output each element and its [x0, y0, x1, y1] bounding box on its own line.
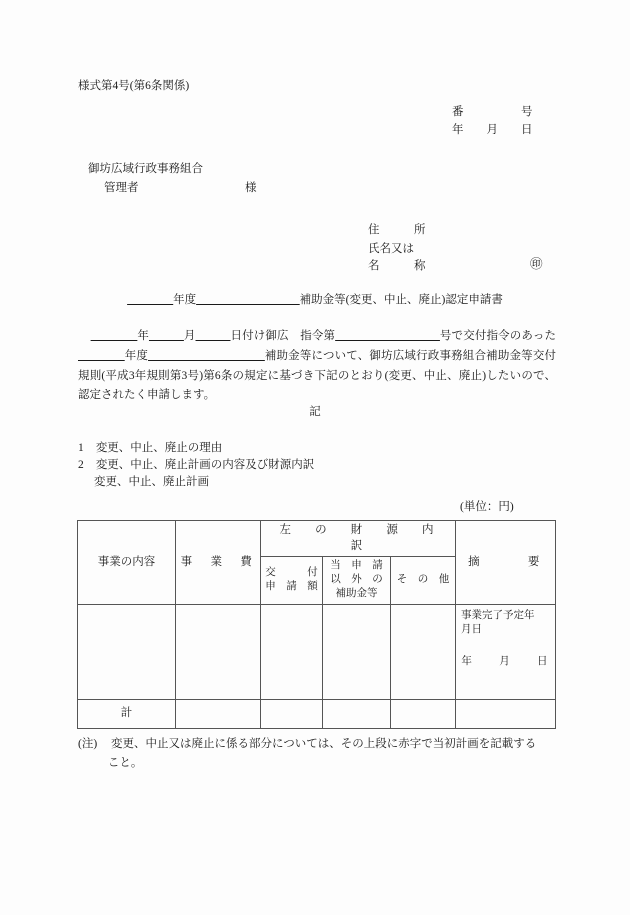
body-text-2: 月: [183, 330, 196, 342]
header-other-subsidy-line2: 以 外 の: [330, 574, 383, 586]
body-blank-day: ＿＿＿: [195, 330, 231, 342]
remarks-date-label: 年 月 日: [461, 655, 550, 667]
item-label: 変更、中止、廃止の理由: [95, 442, 223, 454]
body-text-1: 年: [137, 330, 149, 342]
body-paragraph: [78, 327, 556, 406]
title-blank-subsidy: ＿＿＿＿＿＿＿＿＿: [196, 294, 300, 306]
footnote-label: (注): [78, 738, 98, 750]
organization-role: 管理者: [104, 182, 139, 194]
header-other-subsidy-line1: 当 申 請: [330, 560, 383, 572]
cell-other-subsidy[interactable]: [323, 604, 391, 699]
item-number: 2: [78, 459, 84, 471]
header-cell-other-subsidy: [323, 557, 391, 605]
honorific: 様: [245, 182, 257, 194]
header-cell-content: 事業の内容: [78, 521, 176, 605]
body-text-3: 日付け御広 指令第: [230, 330, 336, 342]
body-blank-year: ＿＿＿＿: [90, 330, 138, 342]
header-cell-cost: 事 業 費: [176, 521, 261, 605]
cell-remarks[interactable]: [456, 604, 556, 699]
cell-grant[interactable]: [261, 604, 323, 699]
header-cell-remarks: 摘 要: [456, 521, 556, 605]
applicant-name-label-line2: 名 称: [368, 260, 426, 272]
applicant-name-label-line1: 氏名又は: [368, 243, 414, 255]
header-grant-line1: 交 付: [265, 567, 318, 579]
form-code: 様式第4号(第6条関係): [78, 80, 190, 92]
body-text-6: 補助金等について、御坊広域行政事務組合補助金等交付規則(平成3年規則第3号)第6条の規定に基づき下記のとおり(変更、中止、廃止)したいので、認定されたく申請します。: [78, 349, 557, 402]
body-blank-month: ＿＿＿: [148, 330, 184, 342]
applicant-address-label: 住 所: [368, 224, 426, 236]
plan-table: [77, 520, 556, 729]
item-label: 変更、中止、廃止計画の内容及び財源内訳: [95, 459, 315, 471]
item-sub-label: 変更、中止、廃止計画: [94, 476, 209, 488]
header-grant-line2: 申 請 額: [265, 581, 318, 593]
total-label: 計: [78, 699, 176, 728]
body-text-4: 号で交付指令のあった: [439, 330, 557, 342]
total-cost[interactable]: [176, 699, 261, 728]
total-other[interactable]: [391, 699, 456, 728]
cell-other[interactable]: [391, 604, 456, 699]
page-title: [0, 292, 630, 310]
list-item: [78, 440, 222, 458]
total-remarks[interactable]: [456, 699, 556, 728]
header-other-subsidy-line3: 補助金等: [335, 588, 378, 600]
document-number-label: 番 号: [452, 106, 533, 118]
unit-note: (単位：円): [460, 501, 514, 513]
remarks-label-line1: 事業完了予定年: [461, 609, 535, 621]
cell-content[interactable]: [78, 604, 176, 699]
footnote: [78, 735, 556, 772]
list-item: [78, 457, 314, 475]
footnote-line1: 変更、中止又は廃止に係る部分については、その上段に赤字で当初計画を記載する: [110, 738, 537, 750]
table-row: [78, 604, 556, 699]
header-cell-other: そ の 他: [391, 557, 456, 605]
body-blank-order-no: ＿＿＿＿＿＿＿＿＿: [335, 330, 440, 342]
footnote-line2: こと。: [107, 756, 143, 769]
total-grant[interactable]: [261, 699, 323, 728]
title-year-unit: 年度: [173, 294, 197, 306]
seal-icon: ㊞: [530, 257, 543, 271]
title-blank-year: ＿＿＿＿: [127, 294, 174, 306]
title-rest: 補助金等(変更、中止、廃止)認定申請書: [299, 294, 503, 306]
table-total-row: [78, 699, 556, 728]
header-cell-grant-application: [261, 557, 323, 605]
header-cell-source-group: 左 の 財 源 内 訳: [261, 521, 456, 557]
body-blank-fiscal-year: ＿＿＿＿: [78, 349, 125, 362]
cell-cost[interactable]: [176, 604, 261, 699]
remarks-label-line2: 月日: [461, 623, 482, 635]
organization-name: 御坊広域行政事務組合: [88, 163, 203, 175]
table-header-row-1: [78, 521, 556, 557]
ki-mark: 記: [309, 406, 321, 418]
item-number: 1: [78, 442, 84, 454]
total-other-subsidy[interactable]: [323, 699, 391, 728]
document-date-label: 年 月 日: [452, 124, 533, 136]
body-text-5: 年度: [124, 349, 149, 362]
body-blank-subsidy-name: ＿＿＿＿＿＿＿＿＿＿: [148, 349, 265, 362]
